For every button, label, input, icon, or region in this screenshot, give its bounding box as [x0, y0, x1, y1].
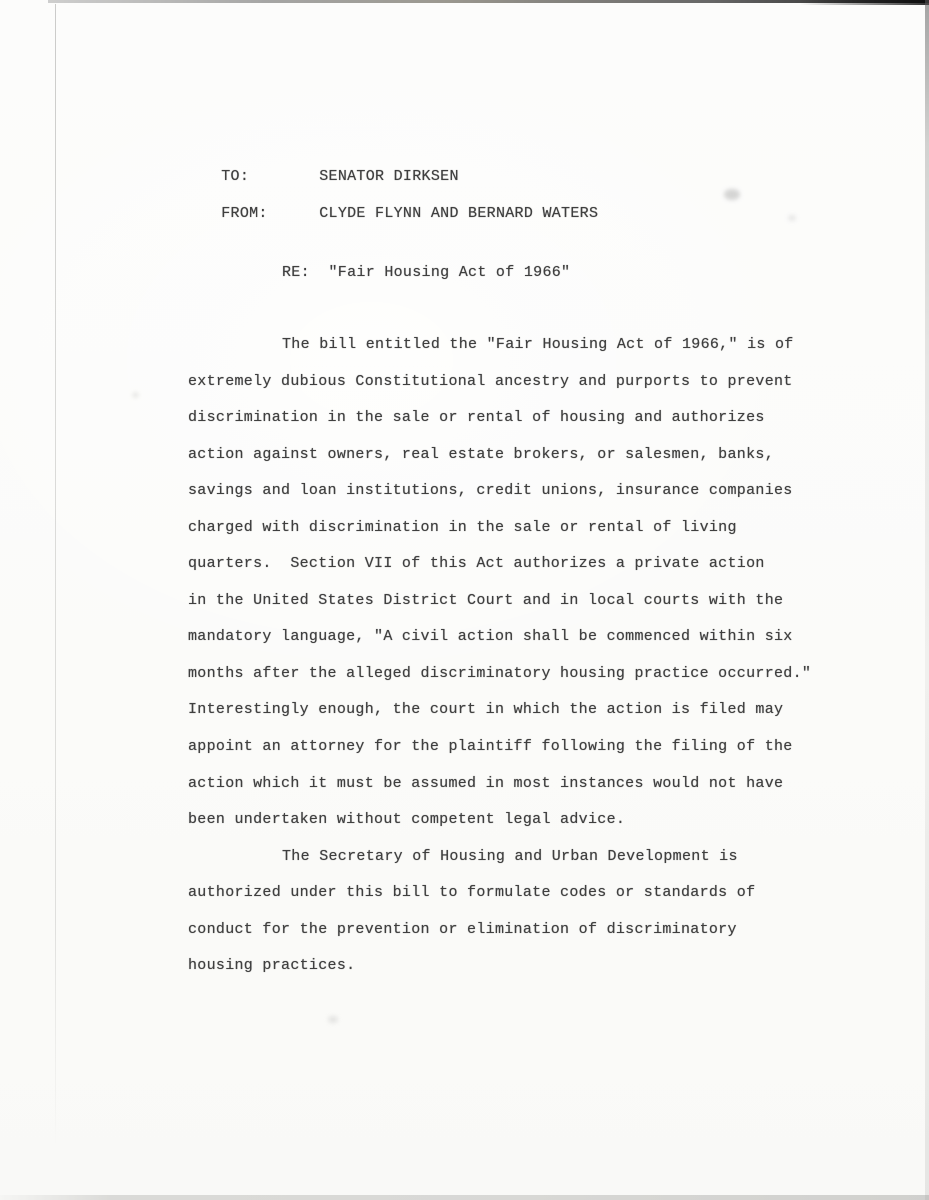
- scan-smudge: [328, 1016, 338, 1023]
- scan-edge-top: [48, 0, 929, 3]
- memo-line: The bill entitled the "Fair Housing Act of 1966," is of: [282, 336, 794, 353]
- memo-line: quarters. Section VII of this Act authorizes a private action: [188, 555, 765, 573]
- memo-line: appoint an attorney for the plaintiff following the filing of the: [188, 738, 793, 756]
- memo-line: authorized under this bill to formulate codes or standards of: [188, 884, 756, 902]
- memo-line: extremely dubious Constitutional ancestry and purports to prevent: [188, 372, 793, 390]
- memo-line: conduct for the prevention or elimination of discriminatory: [188, 920, 737, 938]
- to-value: SENATOR DIRKSEN: [319, 168, 459, 185]
- scan-edge-right: [925, 0, 929, 1200]
- scan-edge-top-right-corner: [799, 0, 929, 5]
- scan-smudge: [132, 392, 139, 398]
- memo-subject-line: RE: "Fair Housing Act of 1966": [282, 264, 571, 281]
- memo-line: housing practices.: [188, 957, 356, 975]
- memo-line: mandatory language, "A civil action shall be commenced within six: [188, 628, 793, 646]
- memo-line: charged with discrimination in the sale or rental of living: [188, 518, 737, 536]
- page-fold-line: [55, 4, 56, 1150]
- memo-line: action against owners, real estate brokers, or salesmen, banks,: [188, 445, 774, 463]
- to-label: TO:: [221, 168, 250, 185]
- memo-body: [188, 327, 828, 985]
- memo-line: action which it must be assumed in most instances would not have: [188, 774, 784, 792]
- memo-line: in the United States District Court and in local courts with the: [188, 591, 784, 609]
- memo-line: Interestingly enough, the court in which the action is filed may: [188, 701, 784, 719]
- memo-line: been undertaken without competent legal advice.: [188, 811, 626, 829]
- from-value: CLYDE FLYNN AND BERNARD WATERS: [319, 205, 599, 222]
- memo-line: The Secretary of Housing and Urban Development is: [282, 847, 738, 865]
- from-label: FROM:: [221, 205, 268, 222]
- scan-smudge: [724, 189, 740, 200]
- memo-line: months after the alleged discriminatory housing practice occurred.": [188, 664, 812, 682]
- memo-line: savings and loan institutions, credit unions, insurance companies: [188, 482, 793, 500]
- scan-edge-bottom: [0, 1195, 929, 1200]
- scan-smudge: [788, 215, 796, 221]
- memo-line: discrimination in the sale or rental of housing and authorizes: [188, 409, 765, 427]
- memo-from-row: [184, 188, 598, 239]
